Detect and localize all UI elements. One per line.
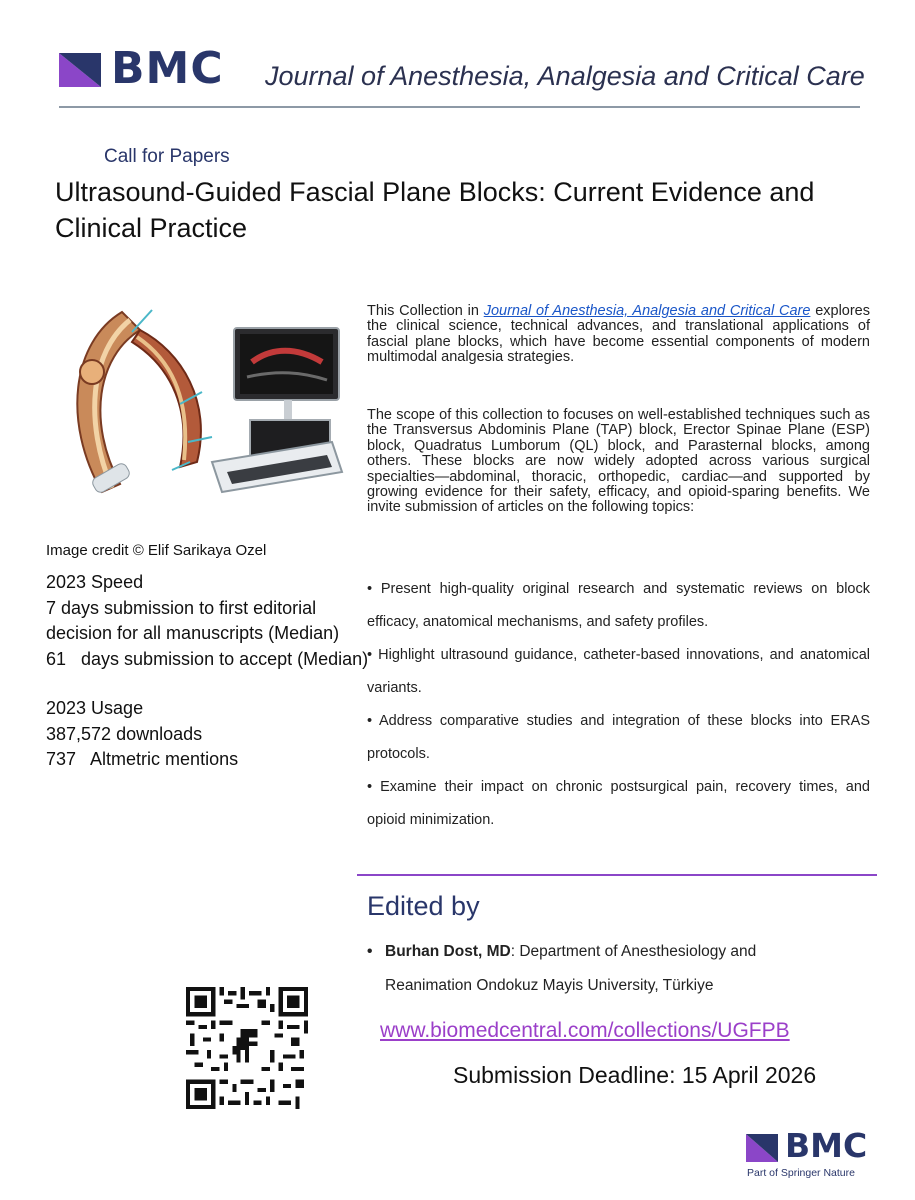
editor-bullet: • [367, 943, 373, 960]
usage-downloads: 387,572 downloads [46, 723, 203, 744]
scope-paragraph: The scope of this collection to focuses on well-established techniques such as the Transversus Abdominis Plane (TAP) block, Erector Spinae Plane (ESP) block, Quadratus Lumborum (QL) block, and Parasternal blocks, among others. These blocks are now widely adopted across various surgical specialties—abdominal, thoracic, orthopedic, cardiac—and supported by growing evidence for their safety, efficacy, and opioid-sparing benefits. We invite submission of articles on the following topics: [367, 407, 870, 516]
topic-item: • Address comparative studies and integration of these blocks into ERAS protocols. [367, 713, 870, 762]
page-title: Ultrasound-Guided Fascial Plane Blocks: Current Evidence and Clinical Practice [55, 177, 815, 243]
journal-title: Journal of Anesthesia, Analgesia and Critical Care [265, 61, 865, 91]
qr-code-icon[interactable] [186, 984, 308, 1112]
intro-paragraph [367, 304, 870, 366]
speed-heading: 2023 Speed [46, 572, 144, 592]
speed-first-decision: 7 days submission to first editorial decision for all manuscripts (Median) [46, 597, 340, 643]
footer-logo-text: BMC [785, 1126, 868, 1165]
image-credit: Image credit © Elif Sarikaya Ozel [46, 542, 267, 559]
topic-item: • Examine their impact on chronic postsurgical pain, recovery times, and opioid minimization. [367, 779, 870, 828]
submission-deadline: Submission Deadline: 15 April 2026 [453, 1062, 817, 1088]
speed-to-accept: 61 days submission to accept (Median) [46, 648, 369, 669]
edited-by-heading: Edited by [367, 891, 480, 921]
collection-url-link[interactable]: www.biomedcentral.com/collections/UGFPB [380, 1019, 790, 1042]
editor-affiliation-1: : Department of Anesthesiology and [510, 943, 757, 960]
intro-prefix: This Collection in [367, 303, 484, 319]
call-for-papers-label: Call for Papers [104, 146, 230, 167]
ultrasound-illustration-image [62, 292, 347, 522]
section-divider [357, 874, 877, 876]
usage-altmetric: 737 Altmetric mentions [46, 749, 239, 769]
editor-entry [367, 935, 867, 1003]
footer-subtitle: Part of Springer Nature [747, 1167, 855, 1179]
editor-name: Burhan Dost, MD [385, 943, 511, 960]
journal-stats [46, 570, 369, 773]
bmc-logo-text: BMC [111, 43, 224, 94]
usage-heading: 2023 Usage [46, 698, 144, 718]
topic-item: • Highlight ultrasound guidance, catheter-based innovations, and anatomical variants. [367, 647, 870, 696]
header-divider [59, 106, 860, 108]
intro-suffix: explores the clinical science, technical advances, and translational applications of fascial plane blocks, which have become essential components of modern multimodal analgesia strategies. [367, 303, 870, 366]
bmc-logo-mark-icon [59, 53, 101, 87]
editor-affiliation-2: Reanimation Ondokuz Mayis University, Türkiye [385, 977, 714, 994]
bmc-footer-logo-mark-icon [746, 1134, 778, 1162]
journal-link[interactable]: Journal of Anesthesia, Analgesia and Critical Care [483, 303, 811, 319]
topic-item: • Present high-quality original research and systematic reviews on block efficacy, anatomical mechanisms, and safety profiles. [367, 581, 870, 630]
topics-list [367, 573, 870, 837]
